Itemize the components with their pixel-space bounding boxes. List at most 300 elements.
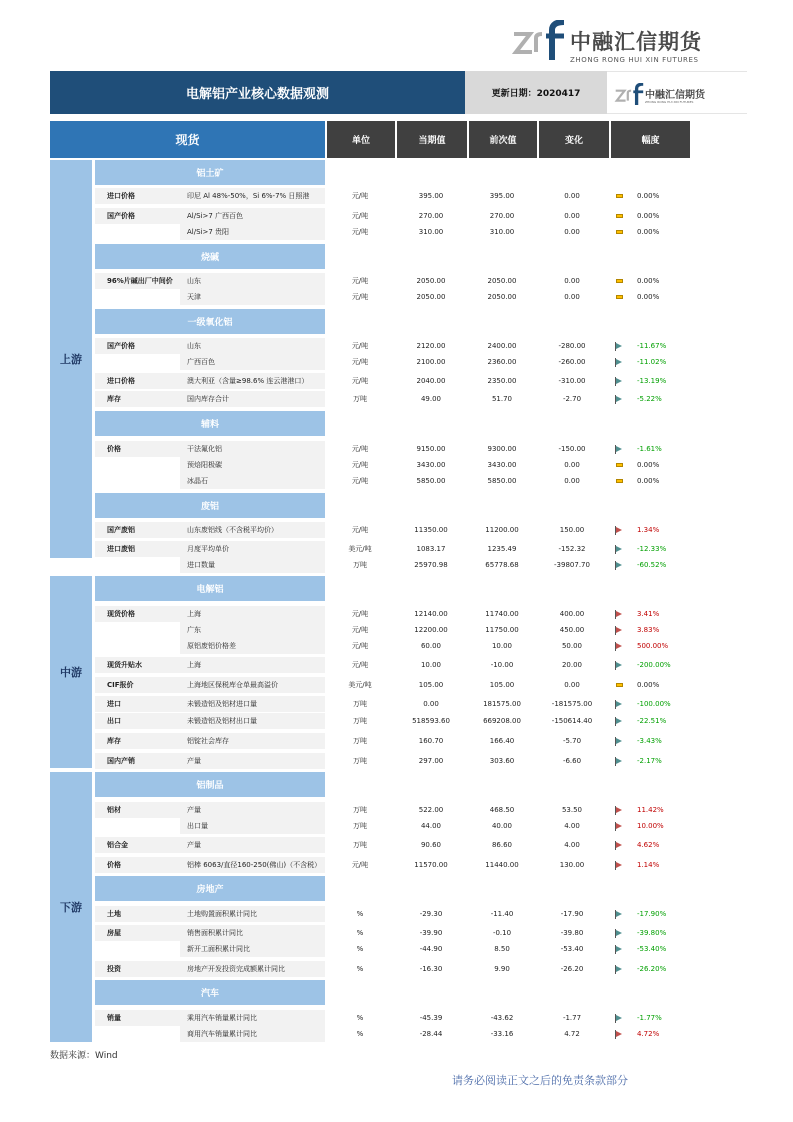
disclaimer-note: 请务必阅读正文之后的免责条款部分 <box>452 1074 628 1087</box>
row-item: 未锻造铝及铝材进口量 <box>180 696 325 712</box>
row-previous: 2400.00 <box>487 342 517 350</box>
row-current: 297.00 <box>418 757 444 765</box>
row-pct: 0.00% <box>637 293 660 301</box>
row-unit: 元/吨 <box>351 861 369 869</box>
row-item: 新开工面积累计同比 <box>180 941 325 957</box>
row-unit: 万吨 <box>353 806 367 814</box>
row-unit: 元/吨 <box>351 661 369 669</box>
red-flag-icon <box>616 1031 622 1037</box>
row-current: 310.00 <box>418 228 444 236</box>
trend-indicator <box>607 391 631 407</box>
flat-bar-icon <box>616 683 623 687</box>
row-unit: 万吨 <box>353 395 367 403</box>
row-group-label: 投资 <box>95 961 180 977</box>
row-group-label: 国内产销 <box>95 753 180 769</box>
row-item: 出口量 <box>180 818 325 834</box>
row-group-label: 出口 <box>95 713 180 729</box>
table-row <box>95 373 690 389</box>
row-item: 冰晶石 <box>180 473 325 489</box>
table-row <box>95 224 690 240</box>
row-group-label: 土地 <box>95 906 180 922</box>
row-current: 11570.00 <box>414 861 448 869</box>
trend-indicator <box>607 677 631 693</box>
row-item: 山东 <box>180 273 325 289</box>
row-previous: 395.00 <box>489 192 515 200</box>
row-item: 山东 <box>180 338 325 354</box>
row-current: 1083.17 <box>416 545 446 553</box>
row-item: 产量 <box>180 837 325 853</box>
col-current: 当期值 <box>397 121 467 158</box>
row-group-label: 价格 <box>95 857 180 873</box>
trend-indicator <box>607 837 631 853</box>
col-unit: 单位 <box>327 121 395 158</box>
row-group-label: 国产废铝 <box>95 522 180 538</box>
row-item: 销售面积累计同比 <box>180 925 325 941</box>
flat-bar-icon <box>616 295 623 299</box>
row-unit: % <box>356 1030 364 1038</box>
row-pct: -12.33% <box>637 545 667 553</box>
row-change: -6.60 <box>562 757 582 765</box>
row-unit: 元/吨 <box>351 358 369 366</box>
trend-indicator <box>607 696 631 712</box>
row-pct: -13.19% <box>637 377 667 385</box>
row-current: -44.90 <box>419 945 443 953</box>
red-flag-icon <box>616 643 622 649</box>
row-change: 20.00 <box>561 661 583 669</box>
row-previous: 270.00 <box>489 212 515 220</box>
table-row <box>95 338 690 354</box>
row-group-label: 库存 <box>95 733 180 749</box>
row-group-label: 进口 <box>95 696 180 712</box>
brand-name-cn: 中融汇信期货 <box>570 30 702 54</box>
row-group-label <box>95 638 180 654</box>
row-unit: 元/吨 <box>351 445 369 453</box>
row-unit: 元/吨 <box>351 477 369 485</box>
col-previous: 前次值 <box>469 121 537 158</box>
green-flag-icon <box>616 343 622 349</box>
row-current: -45.39 <box>419 1014 443 1022</box>
row-pct: -5.22% <box>637 395 662 403</box>
row-current: 5850.00 <box>416 477 446 485</box>
category-alumina: 一级氧化铝 <box>95 309 325 334</box>
row-current: 0.00 <box>423 700 439 708</box>
table-row <box>95 622 690 638</box>
row-previous: -33.16 <box>490 1030 514 1038</box>
row-change: 50.00 <box>561 642 583 650</box>
zrf-logo-icon <box>512 20 568 60</box>
row-group-label: 房屋 <box>95 925 180 941</box>
trend-indicator <box>607 622 631 638</box>
company-logo <box>512 20 752 76</box>
update-date: 更新日期：2020417 <box>465 71 607 114</box>
row-pct: -17.90% <box>637 910 667 918</box>
row-pct: 0.00% <box>637 212 660 220</box>
trend-indicator <box>607 1026 631 1042</box>
row-current: 105.00 <box>418 681 444 689</box>
row-group-label <box>95 289 180 305</box>
trend-indicator <box>607 733 631 749</box>
brand-name-en: ZHONG RONG HUI XIN FUTURES <box>570 56 699 64</box>
table-row <box>95 753 690 769</box>
red-flag-icon <box>616 611 622 617</box>
category-bauxite: 铝土矿 <box>95 160 325 185</box>
row-change: 130.00 <box>559 861 585 869</box>
row-item: 进口数量 <box>180 557 325 573</box>
green-flag-icon <box>616 946 622 952</box>
row-previous: 105.00 <box>489 681 515 689</box>
row-previous: 2350.00 <box>487 377 517 385</box>
row-previous: -10.00 <box>490 661 514 669</box>
row-unit: 万吨 <box>353 822 367 830</box>
trend-indicator <box>607 224 631 240</box>
row-group-label: 进口价格 <box>95 188 180 204</box>
row-change: 150.00 <box>559 526 585 534</box>
row-change: -150.00 <box>558 445 586 453</box>
row-change: 4.00 <box>564 841 580 849</box>
red-flag-icon <box>616 807 622 813</box>
row-unit: 美元/吨 <box>348 545 372 553</box>
category-products: 铝制品 <box>95 772 325 797</box>
trend-indicator <box>607 713 631 729</box>
red-flag-icon <box>616 527 622 533</box>
green-flag-icon <box>616 738 622 744</box>
row-unit: 元/吨 <box>351 461 369 469</box>
row-pct: 10.00% <box>637 822 664 830</box>
row-pct: 1.14% <box>637 861 660 869</box>
trend-indicator <box>607 961 631 977</box>
row-pct: 0.00% <box>637 192 660 200</box>
row-previous: 9.90 <box>494 965 510 973</box>
row-pct: 0.00% <box>637 228 660 236</box>
row-previous: 10.00 <box>491 642 513 650</box>
row-group-label <box>95 473 180 489</box>
row-previous: 8.50 <box>494 945 510 953</box>
row-pct: -11.67% <box>637 342 667 350</box>
row-unit: 元/吨 <box>351 626 369 634</box>
row-current: 12200.00 <box>414 626 448 634</box>
trend-indicator <box>607 338 631 354</box>
row-item: 天津 <box>180 289 325 305</box>
row-group-label: 铝材 <box>95 802 180 818</box>
green-flag-icon <box>616 911 622 917</box>
row-change: -280.00 <box>558 342 586 350</box>
trend-indicator <box>607 753 631 769</box>
row-pct: -39.80% <box>637 929 667 937</box>
col-pct: 幅度 <box>611 121 690 158</box>
row-change: 4.00 <box>564 822 580 830</box>
table-row <box>95 522 690 538</box>
row-current: 12140.00 <box>414 610 448 618</box>
table-row <box>95 391 690 407</box>
green-flag-icon <box>616 701 622 707</box>
row-pct: 4.72% <box>637 1030 660 1038</box>
row-previous: 11440.00 <box>485 861 519 869</box>
row-current: 49.00 <box>420 395 442 403</box>
flat-bar-icon <box>616 194 623 198</box>
row-change: -39.80 <box>560 929 584 937</box>
row-previous: 1235.49 <box>487 545 517 553</box>
row-item: 产量 <box>180 753 325 769</box>
category-scrap: 废铝 <box>95 493 325 518</box>
row-unit: 万吨 <box>353 700 367 708</box>
category-auto: 汽车 <box>95 980 325 1005</box>
row-unit: 元/吨 <box>351 192 369 200</box>
row-current: -29.30 <box>419 910 443 918</box>
row-current: 11350.00 <box>414 526 448 534</box>
table-row <box>95 802 690 818</box>
green-flag-icon <box>616 930 622 936</box>
row-pct: 4.62% <box>637 841 660 849</box>
row-change: -152.32 <box>558 545 586 553</box>
table-row <box>95 273 690 289</box>
stage-downstream: 下游 <box>50 772 92 1042</box>
row-previous: 2360.00 <box>487 358 517 366</box>
row-change: 0.00 <box>564 212 580 220</box>
row-unit: % <box>356 1014 364 1022</box>
row-current: 2120.00 <box>416 342 446 350</box>
row-item: 上海 <box>180 657 325 673</box>
row-change: 0.00 <box>564 293 580 301</box>
row-item: 广西百色 <box>180 354 325 370</box>
row-previous: 468.50 <box>489 806 515 814</box>
row-previous: 310.00 <box>489 228 515 236</box>
row-group-label: 进口废铝 <box>95 541 180 557</box>
row-current: 2050.00 <box>416 277 446 285</box>
row-current: 518593.60 <box>412 717 450 725</box>
table-row <box>95 677 690 693</box>
row-pct: 0.00% <box>637 681 660 689</box>
row-group-label <box>95 457 180 473</box>
row-pct: 11.42% <box>637 806 664 814</box>
row-current: 60.00 <box>420 642 442 650</box>
row-change: 0.00 <box>564 477 580 485</box>
row-current: 9150.00 <box>416 445 446 453</box>
row-item: 土地购置面积累计同比 <box>180 906 325 922</box>
row-change: -53.40 <box>560 945 584 953</box>
row-previous: 181575.00 <box>483 700 521 708</box>
table-row <box>95 696 690 712</box>
data-source: 数据来源：Wind <box>50 1051 118 1061</box>
row-unit: 万吨 <box>353 841 367 849</box>
zrf-small-logo-icon <box>613 83 647 105</box>
row-previous: 86.60 <box>491 841 513 849</box>
row-previous: -0.10 <box>492 929 512 937</box>
row-change: -5.70 <box>562 737 582 745</box>
green-flag-icon <box>616 396 622 402</box>
row-current: 160.70 <box>418 737 444 745</box>
row-pct: -22.51% <box>637 717 667 725</box>
row-pct: -26.20% <box>637 965 667 973</box>
row-change: -1.77 <box>562 1014 582 1022</box>
table-row <box>95 441 690 457</box>
table-row <box>95 961 690 977</box>
row-pct: 3.83% <box>637 626 660 634</box>
row-current: 10.00 <box>420 661 442 669</box>
trend-indicator <box>607 638 631 654</box>
row-pct: 1.34% <box>637 526 660 534</box>
row-item: 产量 <box>180 802 325 818</box>
row-pct: -60.52% <box>637 561 667 569</box>
category-caustic: 烧碱 <box>95 244 325 269</box>
col-change: 变化 <box>539 121 609 158</box>
row-previous: 11200.00 <box>485 526 519 534</box>
row-current: 2100.00 <box>416 358 446 366</box>
green-flag-icon <box>616 966 622 972</box>
row-unit: 万吨 <box>353 737 367 745</box>
row-item: Al/Si>7 贵阳 <box>180 224 325 240</box>
red-flag-icon <box>616 627 622 633</box>
row-item: Al/Si>7 广西百色 <box>180 208 325 224</box>
row-change: -26.20 <box>560 965 584 973</box>
row-change: -181575.00 <box>551 700 593 708</box>
row-group-label: 现货价格 <box>95 606 180 622</box>
row-pct: 0.00% <box>637 277 660 285</box>
green-flag-icon <box>616 718 622 724</box>
row-previous: 11750.00 <box>485 626 519 634</box>
row-previous: 51.70 <box>491 395 513 403</box>
table-row <box>95 457 690 473</box>
row-group-label: 96%片碱出厂中间价 <box>95 273 180 289</box>
stage-midstream: 中游 <box>50 576 92 768</box>
row-item: 铝棒 6063/直径160-250(佛山)（不含税） <box>180 857 325 873</box>
row-item: 上海 <box>180 606 325 622</box>
row-pct: 0.00% <box>637 477 660 485</box>
row-change: -17.90 <box>560 910 584 918</box>
row-group-label <box>95 941 180 957</box>
table-row <box>95 906 690 922</box>
category-realestate: 房地产 <box>95 876 325 901</box>
green-flag-icon <box>616 446 622 452</box>
row-change: 0.00 <box>564 277 580 285</box>
row-group-label <box>95 818 180 834</box>
row-pct: -200.00% <box>637 661 671 669</box>
trend-indicator <box>607 657 631 673</box>
green-flag-icon <box>616 359 622 365</box>
row-item: 未锻造铝及铝材出口量 <box>180 713 325 729</box>
small-brand-en: ZHONG RONG HUI XIN FUTURES <box>645 100 694 104</box>
trend-indicator <box>607 941 631 957</box>
trend-indicator <box>607 273 631 289</box>
row-item: 月度平均单价 <box>180 541 325 557</box>
row-pct: 3.41% <box>637 610 660 618</box>
table-row <box>95 606 690 622</box>
table-row <box>95 713 690 729</box>
row-previous: 2050.00 <box>487 293 517 301</box>
trend-indicator <box>607 188 631 204</box>
row-current: 270.00 <box>418 212 444 220</box>
trend-indicator <box>607 208 631 224</box>
row-item: 商用汽车销量累计同比 <box>180 1026 325 1042</box>
row-current: -28.44 <box>419 1030 443 1038</box>
row-change: 4.72 <box>564 1030 580 1038</box>
table-row <box>95 541 690 557</box>
row-current: 44.00 <box>420 822 442 830</box>
row-current: 522.00 <box>418 806 444 814</box>
flat-bar-icon <box>616 479 623 483</box>
row-unit: 万吨 <box>353 561 367 569</box>
row-change: -310.00 <box>558 377 586 385</box>
row-current: 2040.00 <box>416 377 446 385</box>
trend-indicator <box>607 541 631 557</box>
row-group-label: 库存 <box>95 391 180 407</box>
row-item: 国内库存合计 <box>180 391 325 407</box>
row-item: 澳大利亚（含量≥98.6% 连云港港口） <box>180 373 325 389</box>
row-item: 原铝废铝价格差 <box>180 638 325 654</box>
row-unit: 美元/吨 <box>348 681 372 689</box>
table-row <box>95 208 690 224</box>
table-row <box>95 837 690 853</box>
category-auxiliary: 辅料 <box>95 411 325 436</box>
row-unit: 元/吨 <box>351 610 369 618</box>
trend-indicator <box>607 473 631 489</box>
green-flag-icon <box>616 662 622 668</box>
green-flag-icon <box>616 378 622 384</box>
row-item: 干法氟化铝 <box>180 441 325 457</box>
row-group-label: 进口价格 <box>95 373 180 389</box>
row-unit: 万吨 <box>353 717 367 725</box>
table-row <box>95 289 690 305</box>
row-pct: -100.00% <box>637 700 671 708</box>
row-pct: -1.61% <box>637 445 662 453</box>
row-previous: 40.00 <box>491 822 513 830</box>
row-group-label <box>95 1026 180 1042</box>
row-group-label: 现货升贴水 <box>95 657 180 673</box>
row-change: 0.00 <box>564 192 580 200</box>
row-previous: 5850.00 <box>487 477 517 485</box>
row-change: 450.00 <box>559 626 585 634</box>
table-row <box>95 354 690 370</box>
row-unit: % <box>356 929 364 937</box>
small-brand-cn: 中融汇信期货 <box>645 90 705 101</box>
row-change: -39807.70 <box>554 561 590 569</box>
row-unit: 万吨 <box>353 757 367 765</box>
row-current: 395.00 <box>418 192 444 200</box>
row-current: 25970.98 <box>414 561 448 569</box>
table-row <box>95 925 690 941</box>
row-change: 400.00 <box>559 610 585 618</box>
row-item: 预焙阳极碳 <box>180 457 325 473</box>
row-unit: 元/吨 <box>351 526 369 534</box>
row-unit: % <box>356 945 364 953</box>
row-pct: -1.77% <box>637 1014 662 1022</box>
trend-indicator <box>607 354 631 370</box>
trend-indicator <box>607 857 631 873</box>
red-flag-icon <box>616 862 622 868</box>
table-row <box>95 557 690 573</box>
flat-bar-icon <box>616 463 623 467</box>
row-change: 53.50 <box>561 806 583 814</box>
row-unit: % <box>356 965 364 973</box>
row-change: 0.00 <box>564 228 580 236</box>
trend-indicator <box>607 522 631 538</box>
report-title: 电解铝产业核心数据观测 <box>50 71 465 114</box>
row-previous: 9300.00 <box>487 445 517 453</box>
table-row <box>95 473 690 489</box>
table-row <box>95 818 690 834</box>
row-group-label: 铝合金 <box>95 837 180 853</box>
red-flag-icon <box>616 842 622 848</box>
row-previous: -11.40 <box>490 910 514 918</box>
table-row <box>95 733 690 749</box>
row-item: 乘用汽车销量累计同比 <box>180 1010 325 1026</box>
row-previous: 3430.00 <box>487 461 517 469</box>
row-unit: 元/吨 <box>351 277 369 285</box>
row-unit: 元/吨 <box>351 642 369 650</box>
row-change: 0.00 <box>564 461 580 469</box>
row-unit: 元/吨 <box>351 228 369 236</box>
row-change: -150614.40 <box>551 717 593 725</box>
flat-bar-icon <box>616 214 623 218</box>
